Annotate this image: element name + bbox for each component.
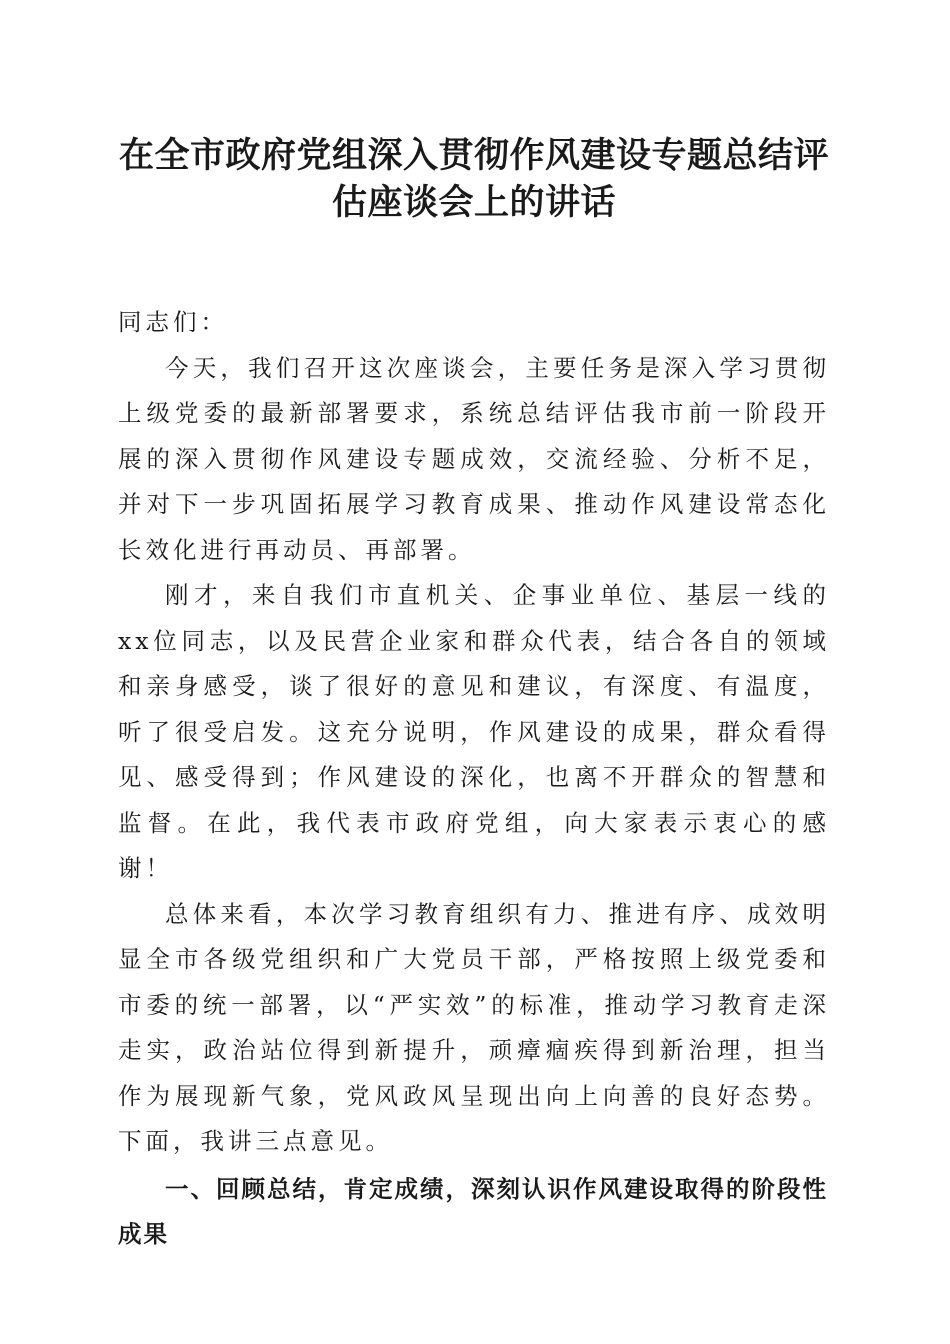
paragraph-3: 总体来看，本次学习教育组织有力、推进有序、成效明显全市各级党组织和广大党员干部，严格按照上级党委和市委的统一部署，以“严实效”的标准，推动学习教育走深走实，政治站位得到新提升，顽瘴痼疾得到新治理，担当作为展现新气象，党风政风呈现出向上向善的良好态势。下面，我讲三点意见。 <box>118 899 830 1155</box>
title-line-2: 估座谈会上的讲话 <box>331 182 616 223</box>
salutation: 同志们： <box>118 308 228 336</box>
document-page <box>118 132 830 1258</box>
section-heading-1: 一、回顾总结，肯定成绩，深刻认识作风建设取得的阶段性成果 <box>118 1174 828 1248</box>
title-line-1: 在全市政府党组深入贯彻作风建设专题总结评 <box>118 135 829 176</box>
paragraph-2: 刚才，来自我们市直机关、企事业单位、基层一线的xx位同志，以及民营企业家和群众代表，结合各自的领域和亲身感受，谈了很好的意见和建议，有深度、有温度，听了很受启发。这充分说明，作风建设的成果，群众看得见、感受得到；作风建设的深化，也离不开群众的智慧和监督。在此，我代表市政府党组，向大家表示衷心的感谢！ <box>118 581 830 882</box>
document-title <box>118 132 830 226</box>
paragraph-1: 今天，我们召开这次座谈会，主要任务是深入学习贯彻上级党委的最新部署要求，系统总结评估我市前一阶段开展的深入贯彻作风建设专题成效，交流经验、分析不足，并对下一步巩固拓展学习教育成果、推动作风建设常态化长效化进行再动员、再部署。 <box>118 353 830 564</box>
